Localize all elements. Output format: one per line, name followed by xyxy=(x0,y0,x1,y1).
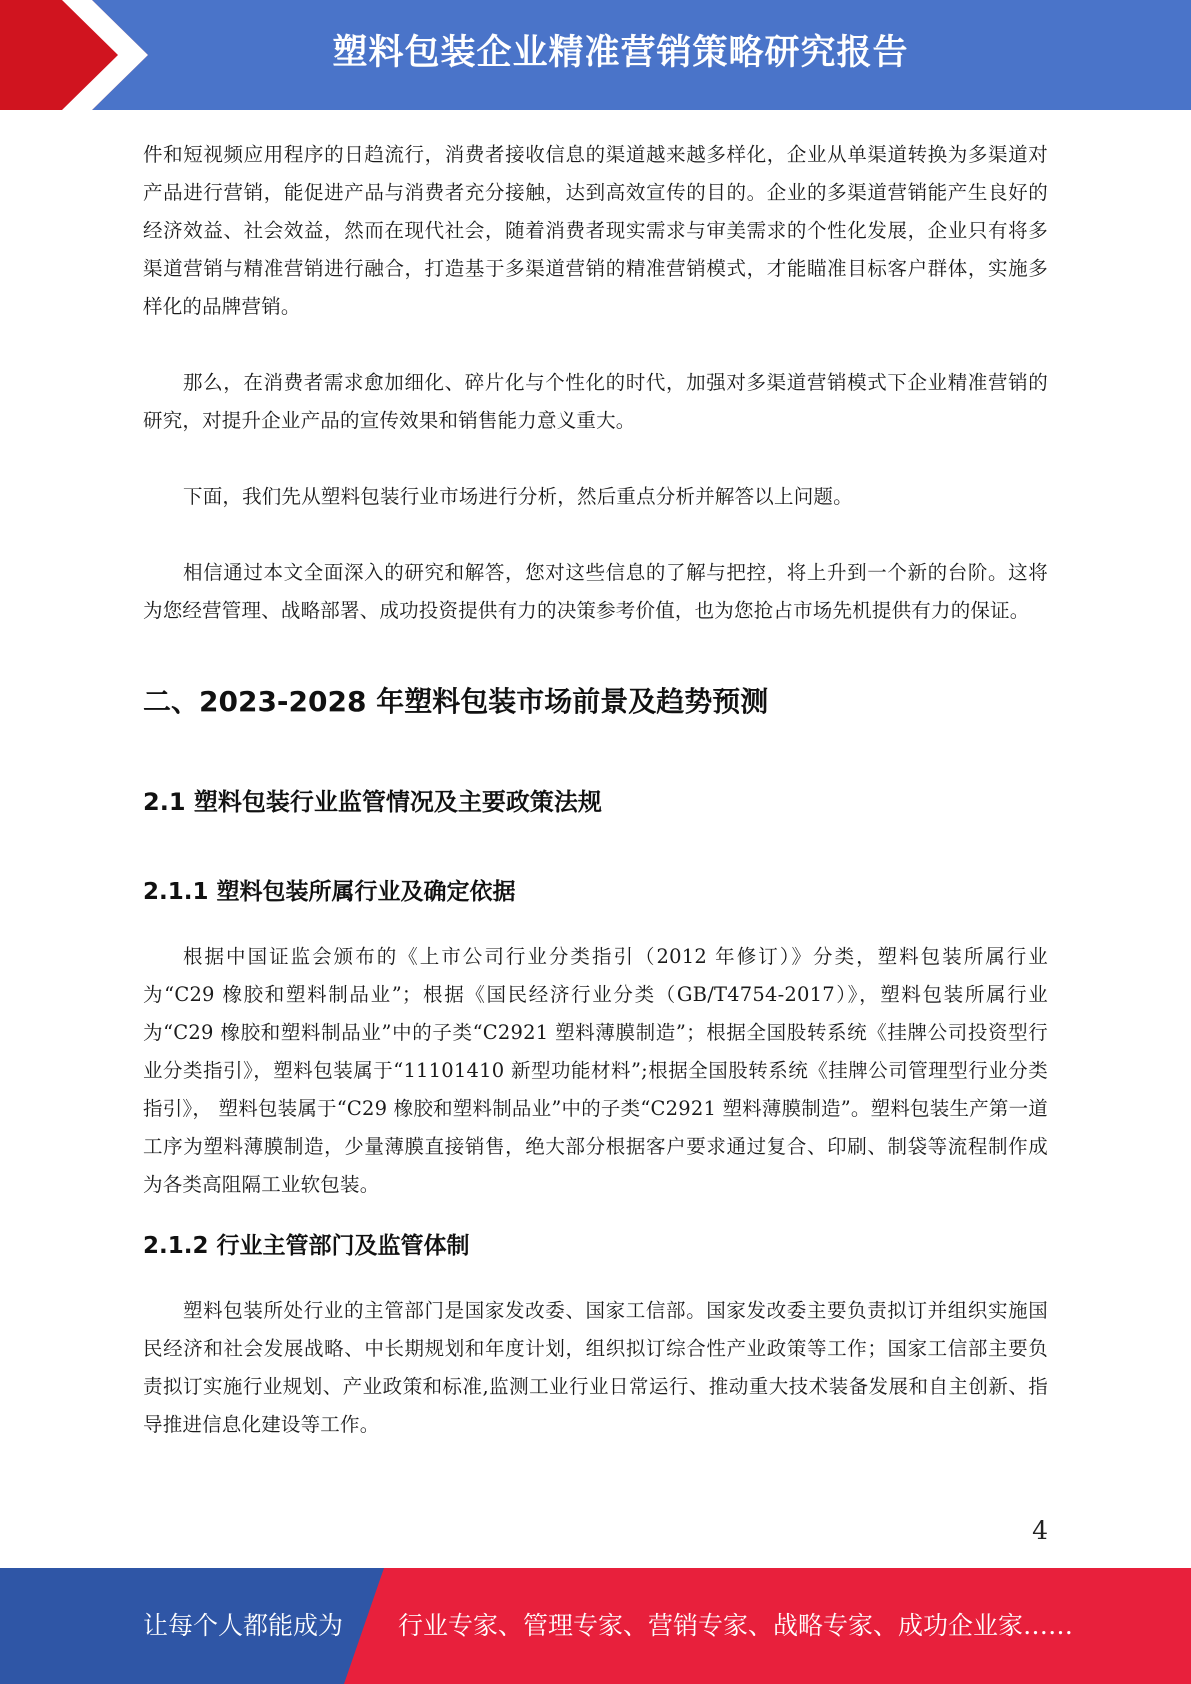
intro-paragraph-4: 相信通过本文全面深入的研究和解答，您对这些信息的了解与把控，将上升到一个新的台阶。这将为您经营管理、战略部署、成功投资提供有力的决策参考价值，也为您抢占市场先机提供有力的保证。 xyxy=(143,561,1048,622)
document-body xyxy=(143,136,1048,1444)
intro-paragraph-1: 件和短视频应用程序的日趋流行，消费者接收信息的渠道越来越多样化，企业从单渠道转换为多渠道对产品进行营销，能促进产品与消费者充分接触，达到高效宣传的目的。企业的多渠道营销能产生良好的经济效益、社会效益，然而在现代社会，随着消费者现实需求与审美需求的个性化发展，企业只有将多渠道营销与精准营销进行融合，打造基于多渠道营销的精准营销模式，才能瞄准目标客户群体，实施多样化的品牌营销。 xyxy=(143,143,1048,318)
intro-paragraph-2: 那么，在消费者需求愈加细化、碎片化与个性化的时代，加强对多渠道营销模式下企业精准营销的研究，对提升企业产品的宣传效果和销售能力意义重大。 xyxy=(143,371,1048,432)
section-2-1-2-paragraph: 塑料包装所处行业的主管部门是国家发改委、国家工信部。国家发改委主要负责拟订并组织实施国民经济和社会发展战略、中长期规划和年度计划，组织拟订综合性产业政策等工作；国家工信部主要负责拟订实施行业规划、产业政策和标准,监测工业行业日常运行、推动重大技术装备发展和自主创新、指导推进信息化建设等工作。 xyxy=(143,1299,1048,1436)
section-heading-2: 二、2023-2028 年塑料包装市场前景及趋势预测 xyxy=(143,685,769,718)
intro-paragraph-3: 下面，我们先从塑料包装行业市场进行分析，然后重点分析并解答以上问题。 xyxy=(183,485,853,508)
section-heading-2-1-2: 2.1.2 行业主管部门及监管体制 xyxy=(143,1233,470,1259)
section-2-1-1-paragraph: 根据中国证监会颁布的《上市公司行业分类指引（2012 年修订）》分类，塑料包装所属行业为“C29 橡胶和塑料制品业”；根据《国民经济行业分类（GB/T4754-2017）》，塑料包装所属行业为“C29 橡胶和塑料制品业”中的子类“C2921 塑料薄膜制造”；根据全国股转系统《挂牌公司投资型行业分类指引》，塑料包装属于“11101410 新型功能材料”;根据全国股转系统《挂牌公司管理型行业分类指引》， 塑料包装属于“C29 橡胶和塑料制品业”中的子类“C2921 塑料薄膜制造”。塑料包装生产第一道工序为塑料薄膜制造，少量薄膜直接销售，绝大部分根据客户要求通过复合、印刷、制袋等流程制作成为各类高阻隔工业软包装。 xyxy=(143,945,1048,1196)
footer-banner xyxy=(0,1568,1191,1684)
page-number: 4 xyxy=(1032,1516,1048,1545)
header-banner xyxy=(0,0,1191,110)
section-heading-2-1: 2.1 塑料包装行业监管情况及主要政策法规 xyxy=(143,788,602,816)
report-title: 塑料包装企业精准营销策略研究报告 xyxy=(332,33,909,73)
footer-slogan-left: 让每个人都能成为 xyxy=(143,1611,344,1640)
header-arrow-decoration xyxy=(0,0,160,110)
section-heading-2-1-1: 2.1.1 塑料包装所属行业及确定依据 xyxy=(143,879,516,905)
footer-slogan-right: 行业专家、管理专家、营销专家、战略专家、成功企业家…… xyxy=(398,1611,1074,1640)
